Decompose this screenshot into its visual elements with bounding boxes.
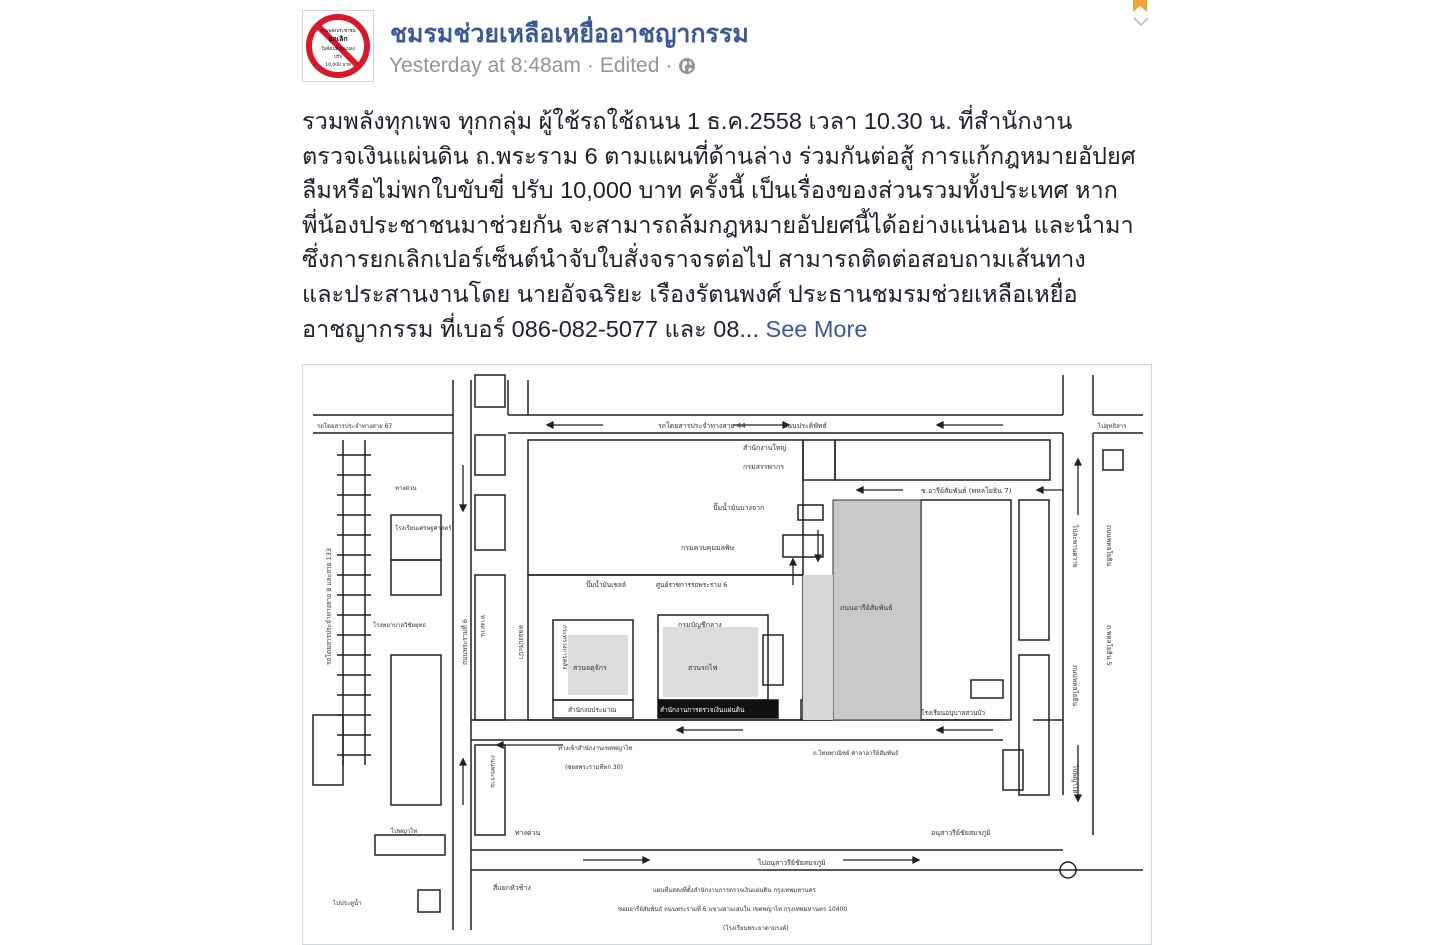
page-name-link[interactable]: ชมรมช่วยเหลือเหยื่ออาชญากรรม — [390, 20, 749, 48]
post-body — [302, 104, 1152, 346]
map-label-bottom-road-2: (ซอยพระรามที่หก 30) — [565, 764, 623, 771]
map-label-ministry: กระทรวงการคลัง — [561, 625, 568, 670]
map-label-hospital: โรงพยาบาลวิชัยยุทธ — [373, 622, 427, 629]
map-label-top-road: รถโดยสารประจำทางสาย 44 — [658, 422, 746, 430]
map-label-railway: รถโดยสารประจำทางสาย 8 และสาย 133 — [325, 548, 333, 665]
facebook-post — [302, 0, 1152, 945]
avatar-text-3: ใบสั่งเปลี่ยนแปลง — [321, 47, 355, 52]
chevron-down-icon[interactable] — [1131, 15, 1151, 29]
map-label-oag: สำนักงานการตรวจเงินแผ่นดิน — [660, 706, 745, 714]
map-label-bottom-mid: ถ.ไทยพาณิชย์ ศาลาอารีย์สัมพันธ์ — [813, 750, 899, 757]
map-label-area-right: ถนนอารีย์สัมพันธ์ — [840, 604, 893, 612]
avatar-text-1: รวมพลังประชาชน — [320, 29, 356, 34]
map-label-center: ศูนย์ราชการรถพระราม 6 — [656, 581, 728, 589]
map-label-comptroller: กรมบัญชีกลาง — [678, 621, 722, 629]
post-timestamp[interactable]: Yesterday at 8:48am — [389, 54, 581, 77]
map-label-bts-station: ปั๊มน้ำมันเชลล์ — [586, 581, 626, 589]
map-label-expressway: ทางด่วน — [515, 829, 541, 837]
post-meta — [389, 54, 696, 78]
bookmark-icon[interactable] — [1129, 0, 1151, 12]
map-label-to-monument: ไปอนุสาวรีย์ชัยสมรภูมิ — [758, 859, 826, 867]
map-label-small-box-1: ทางด่วน — [479, 615, 486, 637]
map-label-hq: สำนักงานใหญ่ — [743, 444, 787, 452]
map-label-school: โรงเรียนอนุบาลสวนบัว — [921, 709, 986, 717]
map-label-monument: อนุสาวรีย์ชัยสมรภูมิ — [931, 829, 991, 837]
map-label-road-v4: ถนนพหลโยธิน — [1071, 665, 1079, 707]
page-avatar[interactable] — [302, 10, 374, 82]
avatar-text-5: 10,000 บาท — [325, 63, 351, 68]
map-label-expressway2: ทางด่วน — [395, 485, 417, 492]
globe-icon[interactable] — [678, 57, 696, 75]
map-label-top-road-name: ถนนประดิพัทธ์ — [783, 422, 827, 430]
post-image-map[interactable] — [302, 364, 1152, 945]
map-label-road-v5: ไปพญาไท — [1071, 765, 1079, 794]
map-label-road-left: ถนนพระรามที่ 6 — [461, 618, 469, 665]
meta-separator-2: · — [665, 54, 673, 77]
avatar-text-2: ยกเลิก — [328, 35, 348, 43]
map-label-phayathai: ไปพญาไท — [391, 828, 418, 835]
see-more-link[interactable]: See More — [765, 315, 868, 342]
map-label-footer-2: ซอยอารีย์สัมพันธ์ ถนนพระรามที่ 6 แขวงสามเสนใน เขตพญาไท กรุงเทพมหานคร 10400 — [618, 906, 848, 913]
post-body-text: รวมพลังทุกเพจ ทุกกลุ่ม ผู้ใช้รถใช้ถนน 1 ธ.ค.2558 เวลา 10.30 น. ที่สำนักงาน ตรวจเงินแผ่นดิน ถ.พระราม 6 ตามแผนที่ด้านล่าง ร่วมกันต่อสู้ การแก้กฎหมายอัปยศ ลืมหรือไม่พกใบขับขี่ ปรับ 10,000 บาท ครั้งนี้ เป็นเรื่องของส่วนรวมทั้งประเทศ หาก พี่น้องประชาชนมาช่วยกัน จะสามารถล้มกฎหมายอัปยศนี้ได้อย่างแน่นอน และนำมา ซึ่งการยกเลิกเปอร์เซ็นต์นำจับใบสั่งจราจรต่อไป สามารถติดต่อสอบถามเส้นทาง และประสานงานโดย นายอัจฉริยะ เรืองรัตนพงศ์ ประธานชมรมช่วยเหลือเหยื่อ อาชญากรรม ที่เบอร์ 086-082-5077 และ 08... — [302, 108, 1136, 342]
avatar-text-4: ปรับ — [333, 55, 343, 60]
map-label-top-left-road: รถโดยสารประจำทางสาย 67 — [317, 423, 393, 430]
map-label-park2: สวนรถไฟ — [688, 664, 718, 672]
map-label-dept-control: กรมควบคุมมลพิษ — [681, 544, 735, 552]
meta-separator: · — [586, 54, 594, 77]
map-drawing — [303, 365, 1149, 942]
map-label-road-v1: คลองประปา — [517, 625, 525, 660]
no-entry-sign-icon — [303, 11, 373, 81]
map-label-bottom-box: ถนนพระราม — [489, 755, 496, 788]
map-label-bottom-box-2: ไปประตูน้ำ — [333, 900, 362, 907]
map-label-road-v6: ถ.พหลโยธิน 5 — [1105, 625, 1113, 666]
map-label-park1: สวนจตุจักร — [573, 664, 607, 672]
map-label-top-right: ไปสุทธิสาร — [1098, 423, 1127, 430]
map-label-footer-1: แผนที่แสดงที่ตั้งสำนักงานการตรวจเงินแผ่นดิน กรุงเทพมหานคร — [653, 887, 816, 894]
map-label-gas-station: ปั๊มน้ำมันบางจาก — [713, 504, 765, 512]
map-label-road-v3: ไปสะพานควาย — [1071, 525, 1079, 568]
map-label-bottom-left: สี่แยกหัวช้าง — [493, 884, 531, 892]
map-label-bottom-road: ทางเข้าสำนักงานเขตพญาไท — [558, 745, 633, 752]
map-label-soi: ซ.อารีย์สัมพันธ์ (พหลโยธิน 7) — [921, 487, 1012, 495]
map-label-footer-3: (โรงเรียนพระยาดามรงค์) — [723, 925, 789, 932]
edited-label[interactable]: Edited — [599, 54, 660, 77]
map-label-hq2: กรมสรรพากร — [743, 463, 784, 471]
map-label-treasury: สำนักงบประมาณ — [568, 706, 617, 714]
map-label-school2: โรงเรียนเศรษฐศาสตร์ — [395, 525, 452, 532]
map-label-road-v2: ถนนพหลโยธิน — [1105, 525, 1113, 567]
